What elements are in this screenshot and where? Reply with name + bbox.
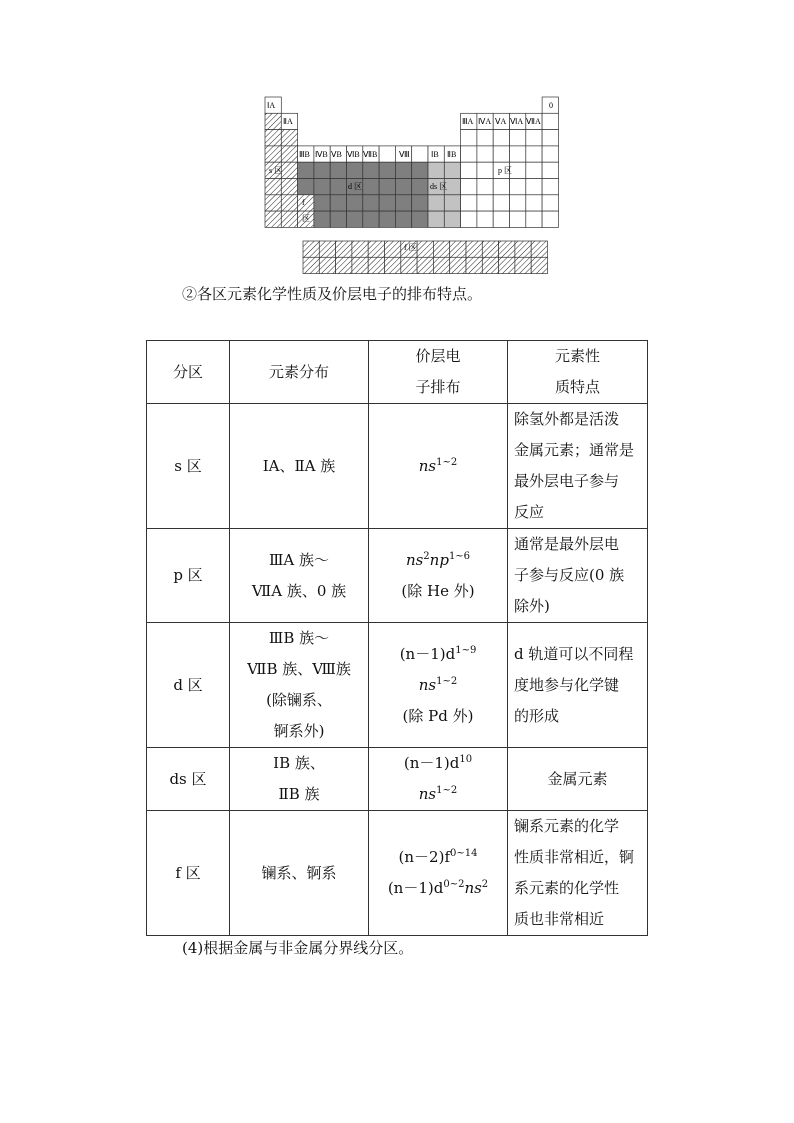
p-block-cell (461, 211, 477, 227)
props-line: 性质非常相近，锕 (514, 848, 635, 866)
p-block-cell (526, 162, 542, 178)
p-block-cell (542, 162, 558, 178)
element-zone-properties-table (146, 340, 648, 936)
f-block-cell (401, 257, 417, 273)
props-line: 镧系元素的化学 (514, 817, 620, 835)
cell-properties (508, 404, 648, 529)
ds-block-cell (428, 211, 444, 227)
d-block-cell (330, 179, 346, 195)
group-label-VIIB: ⅦB (363, 150, 378, 159)
d-block-cell (347, 195, 363, 211)
zone-label-ds: ds 区 (430, 182, 448, 191)
p-block-cell (510, 130, 526, 146)
f-block-cell (466, 257, 482, 273)
p-block-cell (542, 113, 558, 129)
d-block-cell (298, 162, 314, 178)
d-block-cell (412, 162, 428, 178)
group-label-IB: ⅠB (431, 150, 439, 159)
p-block-cell (493, 211, 509, 227)
d-block-cell (314, 162, 330, 178)
group-label-IIIB: ⅢB (299, 150, 310, 159)
cell-properties (508, 529, 648, 623)
table-row (147, 529, 648, 623)
s-block-cell (281, 146, 297, 162)
props-line: 子参与反应(0 族 (514, 566, 625, 584)
props-line: 度地参与化学键 (514, 675, 620, 694)
p-block-cell (477, 179, 493, 195)
cell-properties (508, 811, 648, 936)
config-line: $(n-1)d^{1\sim 9}$ (399, 644, 477, 663)
p-block-cell (542, 130, 558, 146)
ds-block-cell (444, 195, 460, 211)
distribution-line: ⅡB 族 (278, 785, 320, 803)
d-block-cell (395, 195, 411, 211)
config-line: (除 He 外) (401, 581, 475, 600)
cell-distribution (230, 529, 369, 623)
d-block-cell (412, 211, 428, 227)
distribution-line: ⅠB 族、 (273, 754, 325, 772)
group-label-VIA: ⅥA (510, 117, 524, 126)
cell-zone: f 区 (147, 811, 230, 936)
config-line: $ns^{1\sim 2}$ (418, 785, 458, 803)
props-line: d 轨道可以不同程 (514, 644, 634, 663)
header-distribution: 元素分布 (230, 341, 369, 404)
s-block-cell (265, 146, 281, 162)
group-header-cell (379, 146, 395, 162)
p-block-cell (461, 146, 477, 162)
group-label-IIA: ⅡA (283, 117, 293, 126)
f-block-cell (336, 241, 352, 257)
f-block-cell (352, 257, 368, 273)
ds-block-cell (428, 195, 444, 211)
p-block-cell (542, 195, 558, 211)
distribution-line: ⅢB 族～ (268, 629, 330, 647)
group-label-VIII: Ⅷ (399, 150, 410, 159)
ds-block-cell (428, 162, 444, 178)
f-block-cell (417, 257, 433, 273)
f-block-cell (433, 241, 449, 257)
f-block-cell (385, 257, 401, 273)
p-block-cell (542, 211, 558, 227)
config-line: $(n-2)f^{0\sim 14}$ (398, 848, 478, 866)
d-block-cell (379, 211, 395, 227)
cell-zone: d 区 (147, 623, 230, 748)
zone-label-f-bottom: 区 (302, 214, 310, 223)
f-block-cell (385, 241, 401, 257)
f-block-cell (352, 241, 368, 257)
props-line: 质也非常相近 (514, 910, 605, 928)
d-block-cell (363, 162, 379, 178)
d-block-cell (363, 179, 379, 195)
p-block-cell (510, 179, 526, 195)
cell-distribution (230, 748, 369, 811)
periodic-table-zones-diagram (262, 95, 562, 275)
p-block-cell (461, 195, 477, 211)
ds-block-cell (444, 162, 460, 178)
config-line: (除 Pd 外) (402, 706, 474, 725)
header-config-line: 子排布 (415, 378, 461, 396)
p-block-cell (493, 179, 509, 195)
p-block-cell (493, 195, 509, 211)
group-label-VB: ⅤB (331, 150, 342, 159)
f-block-cell (531, 241, 547, 257)
table-row (147, 623, 648, 748)
distribution-line: ⅢA 族～ (268, 550, 330, 569)
p-block-cell (542, 179, 558, 195)
f-block-cell (499, 241, 515, 257)
f-block-cell (319, 257, 335, 273)
f-block-cell (531, 257, 547, 273)
props-line: 反应 (514, 503, 545, 521)
d-block-cell (379, 162, 395, 178)
cell-properties (508, 748, 648, 811)
group-label-IVA: ⅣA (478, 117, 492, 126)
cell-zone: ds 区 (147, 748, 230, 811)
d-block-cell (395, 211, 411, 227)
config-line: $(n-1)d^{0\sim 2}ns^2$ (387, 879, 489, 897)
table-row (147, 404, 648, 529)
header-zone: 分区 (147, 341, 230, 404)
p-block-cell (461, 162, 477, 178)
config-line: $ns^2np^{1\sim 6}$ (405, 550, 471, 569)
d-block-cell (347, 162, 363, 178)
cell-distribution (230, 811, 369, 936)
group-label-VA: ⅤA (495, 117, 507, 126)
p-block-cell (477, 146, 493, 162)
d-block-cell (347, 211, 363, 227)
distribution-line: 镧系、锕系 (261, 863, 337, 882)
cell-config (369, 811, 508, 936)
table-row (147, 811, 648, 936)
props-line: 除氢外都是活泼 (514, 410, 620, 428)
d-block-cell (314, 179, 330, 195)
d-block-cell (330, 211, 346, 227)
p-block-cell (526, 130, 542, 146)
p-block-cell (510, 195, 526, 211)
p-block-cell (526, 146, 542, 162)
group-label-IA: ⅠA (267, 101, 276, 110)
ds-block-cell (444, 211, 460, 227)
f-block-cell (433, 257, 449, 273)
s-block-cell (281, 162, 297, 178)
s-block-cell (265, 179, 281, 195)
s-block-cell (281, 195, 297, 211)
f-block-cell (450, 257, 466, 273)
f-block-cell (466, 241, 482, 257)
group-label-VIIA: ⅦA (526, 117, 541, 126)
cell-distribution (230, 623, 369, 748)
group-label-IVB: ⅣB (315, 150, 328, 159)
props-line: 金属元素 (547, 769, 608, 788)
header-properties (508, 341, 648, 404)
p-block-cell (477, 162, 493, 178)
cell-zone: p 区 (147, 529, 230, 623)
props-line: 通常是最外层电 (514, 535, 620, 553)
p-block-cell (526, 211, 542, 227)
config-line: $(n-1)d^{10}$ (403, 754, 473, 772)
p-block-cell (510, 146, 526, 162)
s-block-cell (265, 113, 281, 129)
props-line: 最外层电子参与 (514, 472, 620, 490)
zone-label-f-top: f (302, 198, 305, 207)
cell-config (369, 748, 508, 811)
f-block-cell (303, 241, 319, 257)
cell-config (369, 529, 508, 623)
p-block-cell (477, 130, 493, 146)
distribution-line: ⅦA 族、0 族 (251, 581, 347, 600)
header-config (369, 341, 508, 404)
d-block-cell (330, 162, 346, 178)
f-block-cell (482, 241, 498, 257)
section-footer-text: (4)根据金属与非金属分界线分区。 (182, 939, 414, 957)
p-block-cell (461, 179, 477, 195)
f-block-cell (515, 257, 531, 273)
d-block-cell (298, 179, 314, 195)
d-block-cell (363, 195, 379, 211)
distribution-line: ⅦB 族、Ⅷ族 (247, 660, 351, 678)
f-block-cell (319, 241, 335, 257)
d-block-cell (363, 211, 379, 227)
section-caption: ②各区元素化学性质及价层电子的排布特点。 (182, 285, 483, 303)
zone-label-s: s 区 (269, 166, 283, 175)
props-line: 的形成 (514, 706, 560, 725)
d-block-cell (395, 162, 411, 178)
s-block-cell (281, 179, 297, 195)
table-row (147, 748, 648, 811)
f-block-cell (450, 241, 466, 257)
zone-label-p: p 区 (498, 166, 512, 175)
d-block-cell (379, 195, 395, 211)
config-line: $ns^{1\sim 2}$ (418, 456, 458, 475)
f-block-cell (368, 241, 384, 257)
d-block-cell (314, 195, 330, 211)
p-block-cell (526, 179, 542, 195)
props-line: 系元素的化学性 (514, 879, 620, 897)
p-block-cell (493, 130, 509, 146)
cell-zone: s 区 (147, 404, 230, 529)
p-block-cell (461, 130, 477, 146)
d-block-cell (412, 195, 428, 211)
d-block-cell (314, 211, 330, 227)
f-block-cell (303, 257, 319, 273)
s-block-cell (265, 195, 281, 211)
s-block-cell (265, 130, 281, 146)
p-block-cell (542, 146, 558, 162)
cell-config (369, 623, 508, 748)
p-block-cell (477, 195, 493, 211)
props-line: 金属元素；通常是 (514, 441, 635, 459)
cell-properties (508, 623, 648, 748)
zone-label-f-row: f 区 (404, 243, 417, 252)
group-header-cell (412, 146, 428, 162)
header-props-line: 质特点 (554, 378, 600, 396)
props-line: 除外) (514, 597, 550, 615)
header-config-line: 价层电 (415, 347, 461, 365)
s-block-cell (281, 211, 297, 227)
d-block-cell (379, 179, 395, 195)
distribution-line: (除镧系、 (266, 691, 332, 709)
f-block-cell (336, 257, 352, 273)
s-block-cell (265, 211, 281, 227)
header-props-line: 元素性 (554, 347, 600, 365)
d-block-cell (412, 179, 428, 195)
s-block-cell (281, 130, 297, 146)
cell-distribution (230, 404, 369, 529)
p-block-cell (510, 211, 526, 227)
distribution-line: ⅠA、ⅡA 族 (262, 456, 336, 475)
p-block-cell (477, 211, 493, 227)
d-block-cell (330, 195, 346, 211)
d-block-cell (395, 179, 411, 195)
f-block-cell (298, 195, 314, 211)
f-block-cell (482, 257, 498, 273)
table-header-row (147, 341, 648, 404)
f-block-cell (417, 241, 433, 257)
f-block-cell (499, 257, 515, 273)
config-line: $ns^{1\sim 2}$ (418, 675, 458, 694)
group-label-0: 0 (549, 101, 553, 110)
group-label-VIB: ⅥB (347, 150, 360, 159)
distribution-line: 锕系外) (273, 722, 325, 740)
cell-config (369, 404, 508, 529)
p-block-cell (493, 146, 509, 162)
f-block-cell (368, 257, 384, 273)
p-block-cell (526, 195, 542, 211)
group-label-IIIA: ⅢA (462, 117, 474, 126)
group-label-IIB: ⅡB (447, 150, 457, 159)
f-block-cell (515, 241, 531, 257)
zone-label-d: d 区 (348, 182, 362, 191)
